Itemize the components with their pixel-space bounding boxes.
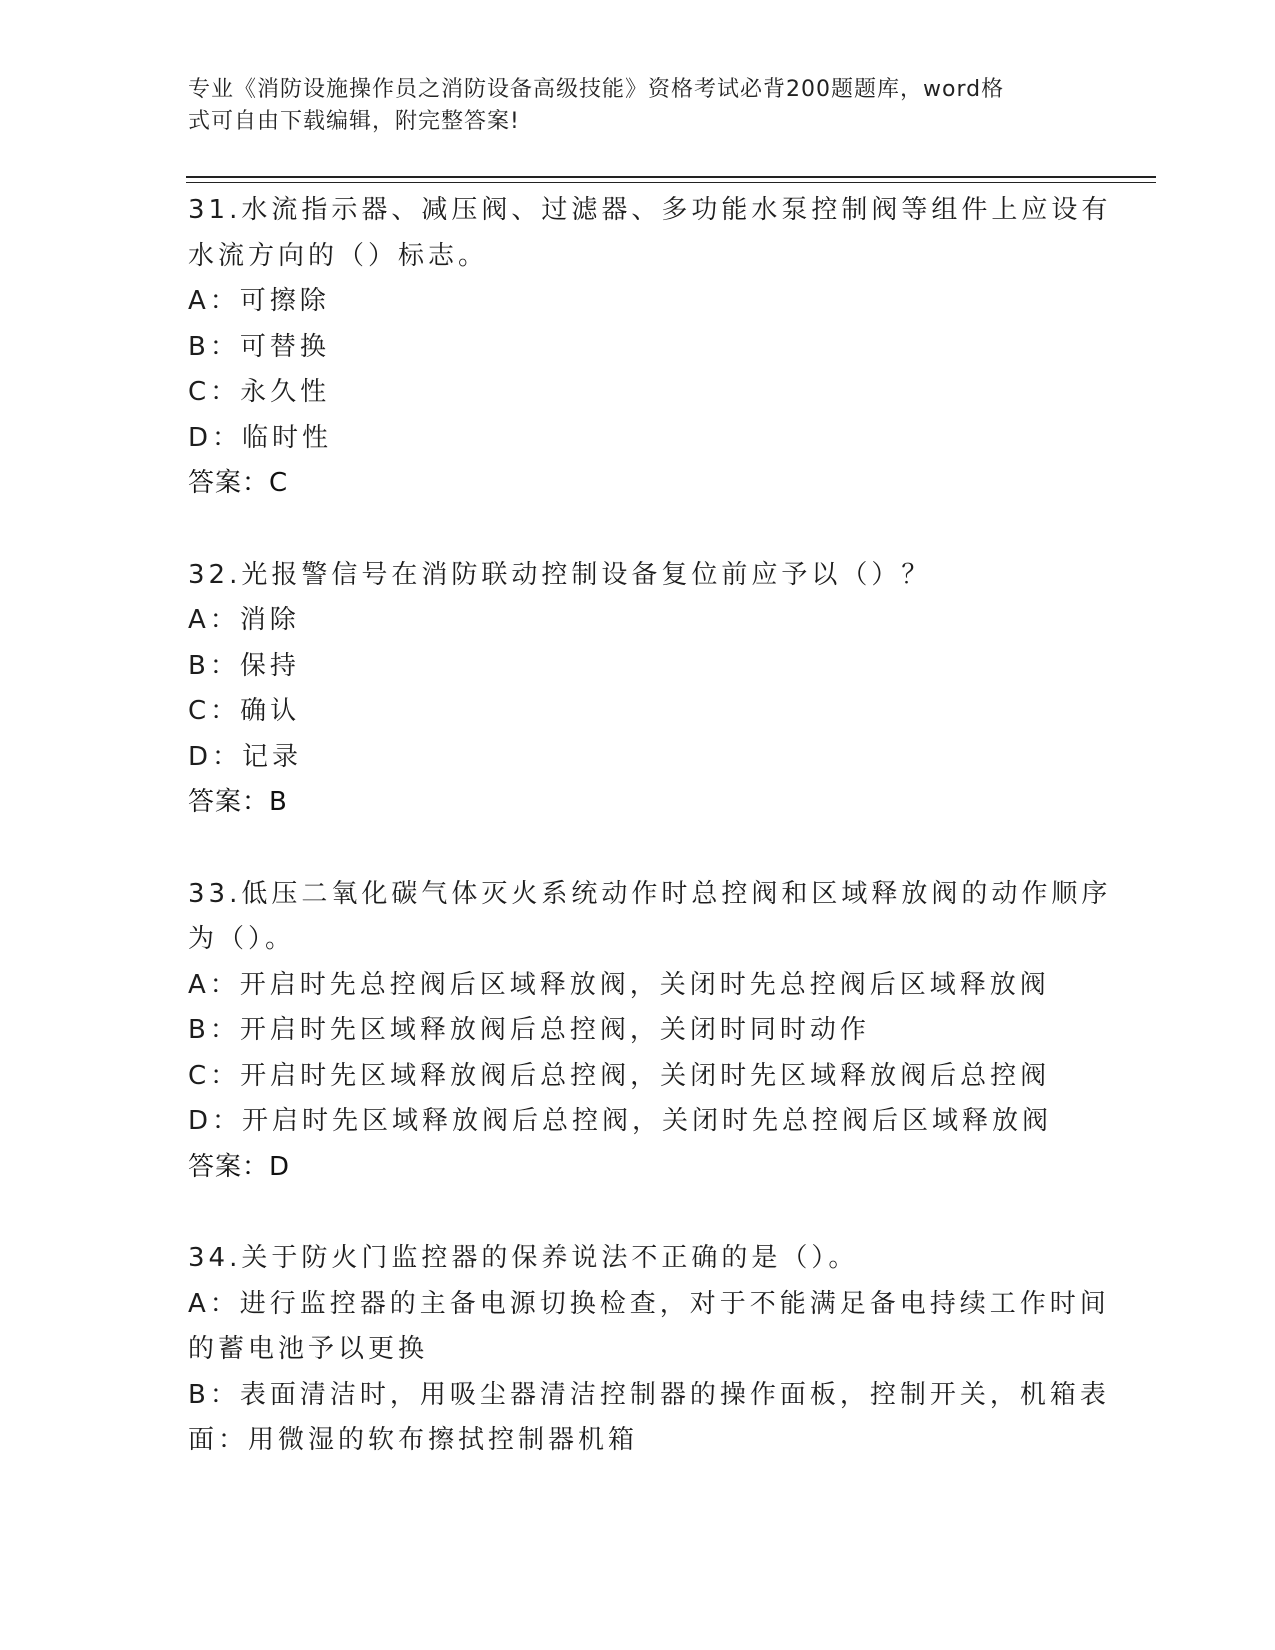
option-d: D：临时性 <box>188 422 333 453</box>
option-d: D：记录 <box>188 741 303 772</box>
option-b: B：保持 <box>188 650 300 681</box>
question-stem-line: 33.低压二氧化碳气体灭火系统动作时总控阀和区域释放阀的动作顺序 <box>188 878 1112 909</box>
option-a: A：进行监控器的主备电源切换检查，对于不能满足备电持续工作时间 <box>188 1288 1110 1319</box>
option-a: A：消除 <box>188 605 300 635</box>
option-b: B：开启时先区域释放阀后总控阀，关闭时同时动作 <box>188 1015 870 1045</box>
header-divider-thick <box>186 176 1156 178</box>
answer-line: 答案：B <box>188 787 288 817</box>
option-b: B：表面清洁时，用吸尘器清洁控制器的操作面板，控制开关，机箱表 <box>188 1379 1110 1410</box>
header-divider-thin <box>186 182 1156 183</box>
option-d: D：开启时先区域释放阀后总控阀，关闭时先总控阀后区域释放阀 <box>188 1106 1053 1136</box>
option-a: A：开启时先总控阀后区域释放阀，关闭时先总控阀后区域释放阀 <box>188 969 1050 1000</box>
question-stem-line: 32.光报警信号在消防联动控制设备复位前应予以（）？ <box>188 559 932 590</box>
question-stem-line: 为（）。 <box>188 924 296 954</box>
question-33 <box>188 872 1112 1191</box>
answer-line: 答案：D <box>188 1151 291 1182</box>
question-31 <box>188 188 1112 507</box>
question-stem-line: 31.水流指示器、减压阀、过滤器、多功能水泵控制阀等组件上应设有 <box>188 195 1112 225</box>
header-line-1: 专业《消防设施操作员之消防设备高级技能》资格考试必背200题题库，word格 <box>188 77 1005 102</box>
question-32 <box>188 553 1088 826</box>
answer-line: 答案：C <box>188 468 289 498</box>
option-a: A：可擦除 <box>188 286 330 316</box>
option-b: B：可替换 <box>188 331 330 362</box>
option-c: C：确认 <box>188 696 301 726</box>
question-list <box>188 188 1112 1510</box>
question-stem-line: 34.关于防火门监控器的保养说法不正确的是（）。 <box>188 1243 859 1273</box>
option-c: C：开启时先区域释放阀后总控阀，关闭时先区域释放阀后总控阀 <box>188 1060 1051 1091</box>
option-b-continued: 面：用微湿的软布擦拭控制器机箱 <box>188 1425 639 1455</box>
question-stem-line: 水流方向的（）标志。 <box>188 240 489 271</box>
question-34 <box>188 1236 1110 1464</box>
header-line-2: 式可自由下载编辑，附完整答案! <box>188 109 520 134</box>
option-a-continued: 的蓄电池予以更换 <box>188 1334 429 1364</box>
option-c: C：永久性 <box>188 377 331 407</box>
document-header <box>188 74 1068 138</box>
